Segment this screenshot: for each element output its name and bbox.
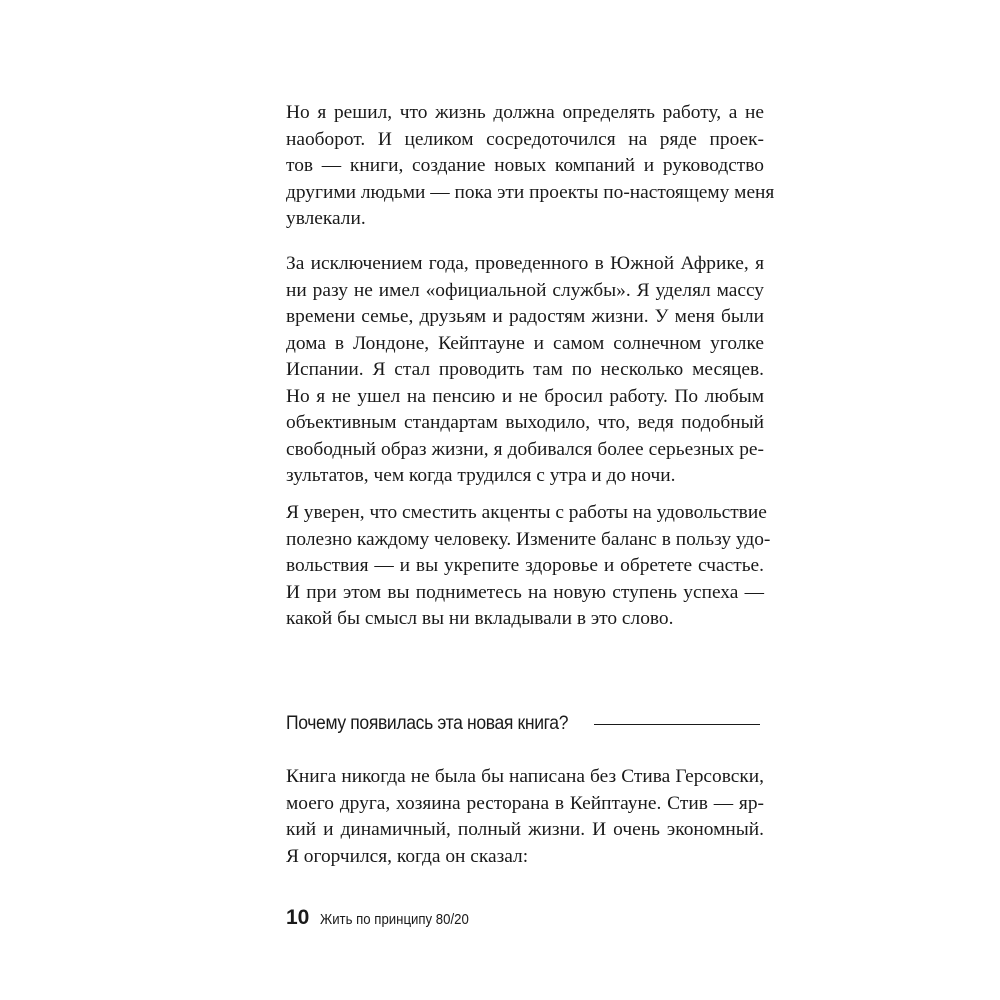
text-line: времени семье, друзьям и радостям жизни. У меня были [286, 306, 764, 327]
text-line: ни разу не имел «официальной службы». Я уделял массу [286, 279, 764, 301]
section-heading [286, 708, 764, 738]
running-title: Жить по принципу 80/20 [320, 911, 469, 928]
section-paragraph [286, 764, 764, 870]
paragraph-2 [286, 251, 764, 490]
text-line: И при этом вы подниметесь на новую ступень успеха — [286, 581, 764, 603]
text-line: другими людьми — пока эти проекты по-настоящему меня [286, 181, 775, 203]
text-line: наоборот. И целиком сосредоточился на ряде проек- [286, 128, 764, 150]
text-line: объективным стандартам выходило, что, ведя подобный [286, 412, 764, 433]
text-line: Но я решил, что жизнь должна определять работу, а не [286, 102, 764, 123]
section-heading-text: Почему появилась эта новая книга? [286, 711, 569, 734]
text-line: Испании. Я стал проводить там по несколько месяцев. [286, 359, 764, 380]
text-line: дома в Лондоне, Кейптауне и самом солнечном уголке [286, 332, 764, 354]
text-line: кий и динамичный, полный жизни. И очень экономный. [286, 819, 764, 840]
heading-rule [594, 724, 760, 725]
text-line: увлекали. [286, 208, 366, 229]
text-line: зультатов, чем когда трудился с утра и до ночи. [286, 465, 676, 486]
text-line: полезно каждому человеку. Измените баланс в пользу удо- [286, 528, 771, 550]
text-line: Я уверен, что сместить акценты с работы на удовольствие [286, 502, 767, 523]
paragraph-3 [286, 500, 771, 633]
text-line: какой бы смысл вы ни вкладывали в это слово. [286, 608, 674, 629]
text-line: Книга никогда не была бы написана без Стива Герсовски, [286, 766, 764, 787]
text-line: моего друга, хозяина ресторана в Кейптауне. Стив — яр- [286, 792, 764, 814]
page-footer [286, 906, 489, 932]
paragraph-1 [286, 100, 775, 233]
text-line: Я огорчился, когда он сказал: [286, 845, 529, 867]
text-line: тов — книги, создание новых компаний и руководство [286, 155, 764, 176]
text-line: Но я не ушел на пенсию и не бросил работу. По любым [286, 385, 764, 407]
page-number: 10 [286, 906, 310, 929]
text-line: вольствия — и вы укрепите здоровье и обретете счастье. [286, 555, 764, 576]
text-line: свободный образ жизни, я добивался более серьезных ре- [286, 438, 764, 460]
text-line: За исключением года, проведенного в Южной Африке, я [286, 253, 764, 274]
